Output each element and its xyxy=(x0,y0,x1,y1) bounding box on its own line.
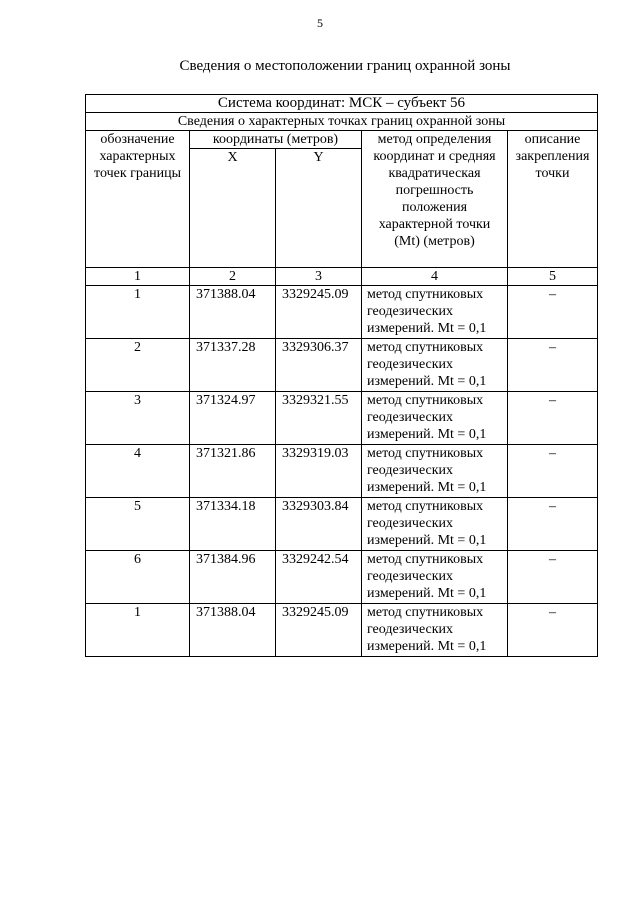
point-label: 2 xyxy=(86,339,190,392)
point-label: 4 xyxy=(86,445,190,498)
column-header-description: описание закрепления точки xyxy=(508,131,598,268)
column-number-1: 1 xyxy=(86,268,190,286)
column-header-coordinates: координаты (метров) xyxy=(190,131,362,149)
method-description: метод спутниковых геодезических измерений. Mt = 0,1 xyxy=(362,392,508,445)
method-description: метод спутниковых геодезических измерений. Mt = 0,1 xyxy=(362,551,508,604)
point-label: 1 xyxy=(86,286,190,339)
points-info-header: Сведения о характерных точках границ охранной зоны xyxy=(86,113,598,131)
x-coordinate: 371334.18 xyxy=(190,498,276,551)
column-header-point: обозначение характерных точек границы xyxy=(86,131,190,268)
column-header-method: метод определения координат и средняя квадратическая погрешность положения характерной точки (Mt) (метров) xyxy=(362,131,508,268)
point-label: 5 xyxy=(86,498,190,551)
column-number-3: 3 xyxy=(276,268,362,286)
y-coordinate: 3329319.03 xyxy=(276,445,362,498)
point-label: 6 xyxy=(86,551,190,604)
coordinate-system-header: Система координат: МСК – субъект 56 xyxy=(86,95,598,113)
page-number: 5 xyxy=(317,16,323,30)
x-coordinate: 371388.04 xyxy=(190,604,276,657)
fixing-description: – xyxy=(508,339,598,392)
method-description: метод спутниковых геодезических измерений. Mt = 0,1 xyxy=(362,445,508,498)
point-label: 3 xyxy=(86,392,190,445)
boundary-points-table xyxy=(85,94,598,657)
fixing-description: – xyxy=(508,498,598,551)
fixing-description: – xyxy=(508,286,598,339)
fixing-description: – xyxy=(508,604,598,657)
column-number-4: 4 xyxy=(362,268,508,286)
method-description: метод спутниковых геодезических измерений. Mt = 0,1 xyxy=(362,286,508,339)
x-coordinate: 371384.96 xyxy=(190,551,276,604)
table-row xyxy=(86,339,598,392)
column-number-2: 2 xyxy=(190,268,276,286)
y-coordinate: 3329303.84 xyxy=(276,498,362,551)
fixing-description: – xyxy=(508,551,598,604)
column-number-5: 5 xyxy=(508,268,598,286)
document-title: Сведения о местоположении границ охранной зоны xyxy=(179,58,511,74)
x-coordinate: 371324.97 xyxy=(190,392,276,445)
method-description: метод спутниковых геодезических измерений. Mt = 0,1 xyxy=(362,498,508,551)
point-label: 1 xyxy=(86,604,190,657)
y-coordinate: 3329245.09 xyxy=(276,286,362,339)
table-row xyxy=(86,392,598,445)
table-row xyxy=(86,286,598,339)
fixing-description: – xyxy=(508,445,598,498)
x-coordinate: 371321.86 xyxy=(190,445,276,498)
y-coordinate: 3329245.09 xyxy=(276,604,362,657)
x-coordinate: 371337.28 xyxy=(190,339,276,392)
method-description: метод спутниковых геодезических измерений. Mt = 0,1 xyxy=(362,339,508,392)
column-header-y: Y xyxy=(276,149,362,268)
method-description: метод спутниковых геодезических измерений. Mt = 0,1 xyxy=(362,604,508,657)
table-row xyxy=(86,551,598,604)
table-row xyxy=(86,445,598,498)
table-row xyxy=(86,604,598,657)
fixing-description: – xyxy=(508,392,598,445)
y-coordinate: 3329306.37 xyxy=(276,339,362,392)
table-row xyxy=(86,498,598,551)
y-coordinate: 3329321.55 xyxy=(276,392,362,445)
y-coordinate: 3329242.54 xyxy=(276,551,362,604)
x-coordinate: 371388.04 xyxy=(190,286,276,339)
column-header-x: X xyxy=(190,149,276,268)
